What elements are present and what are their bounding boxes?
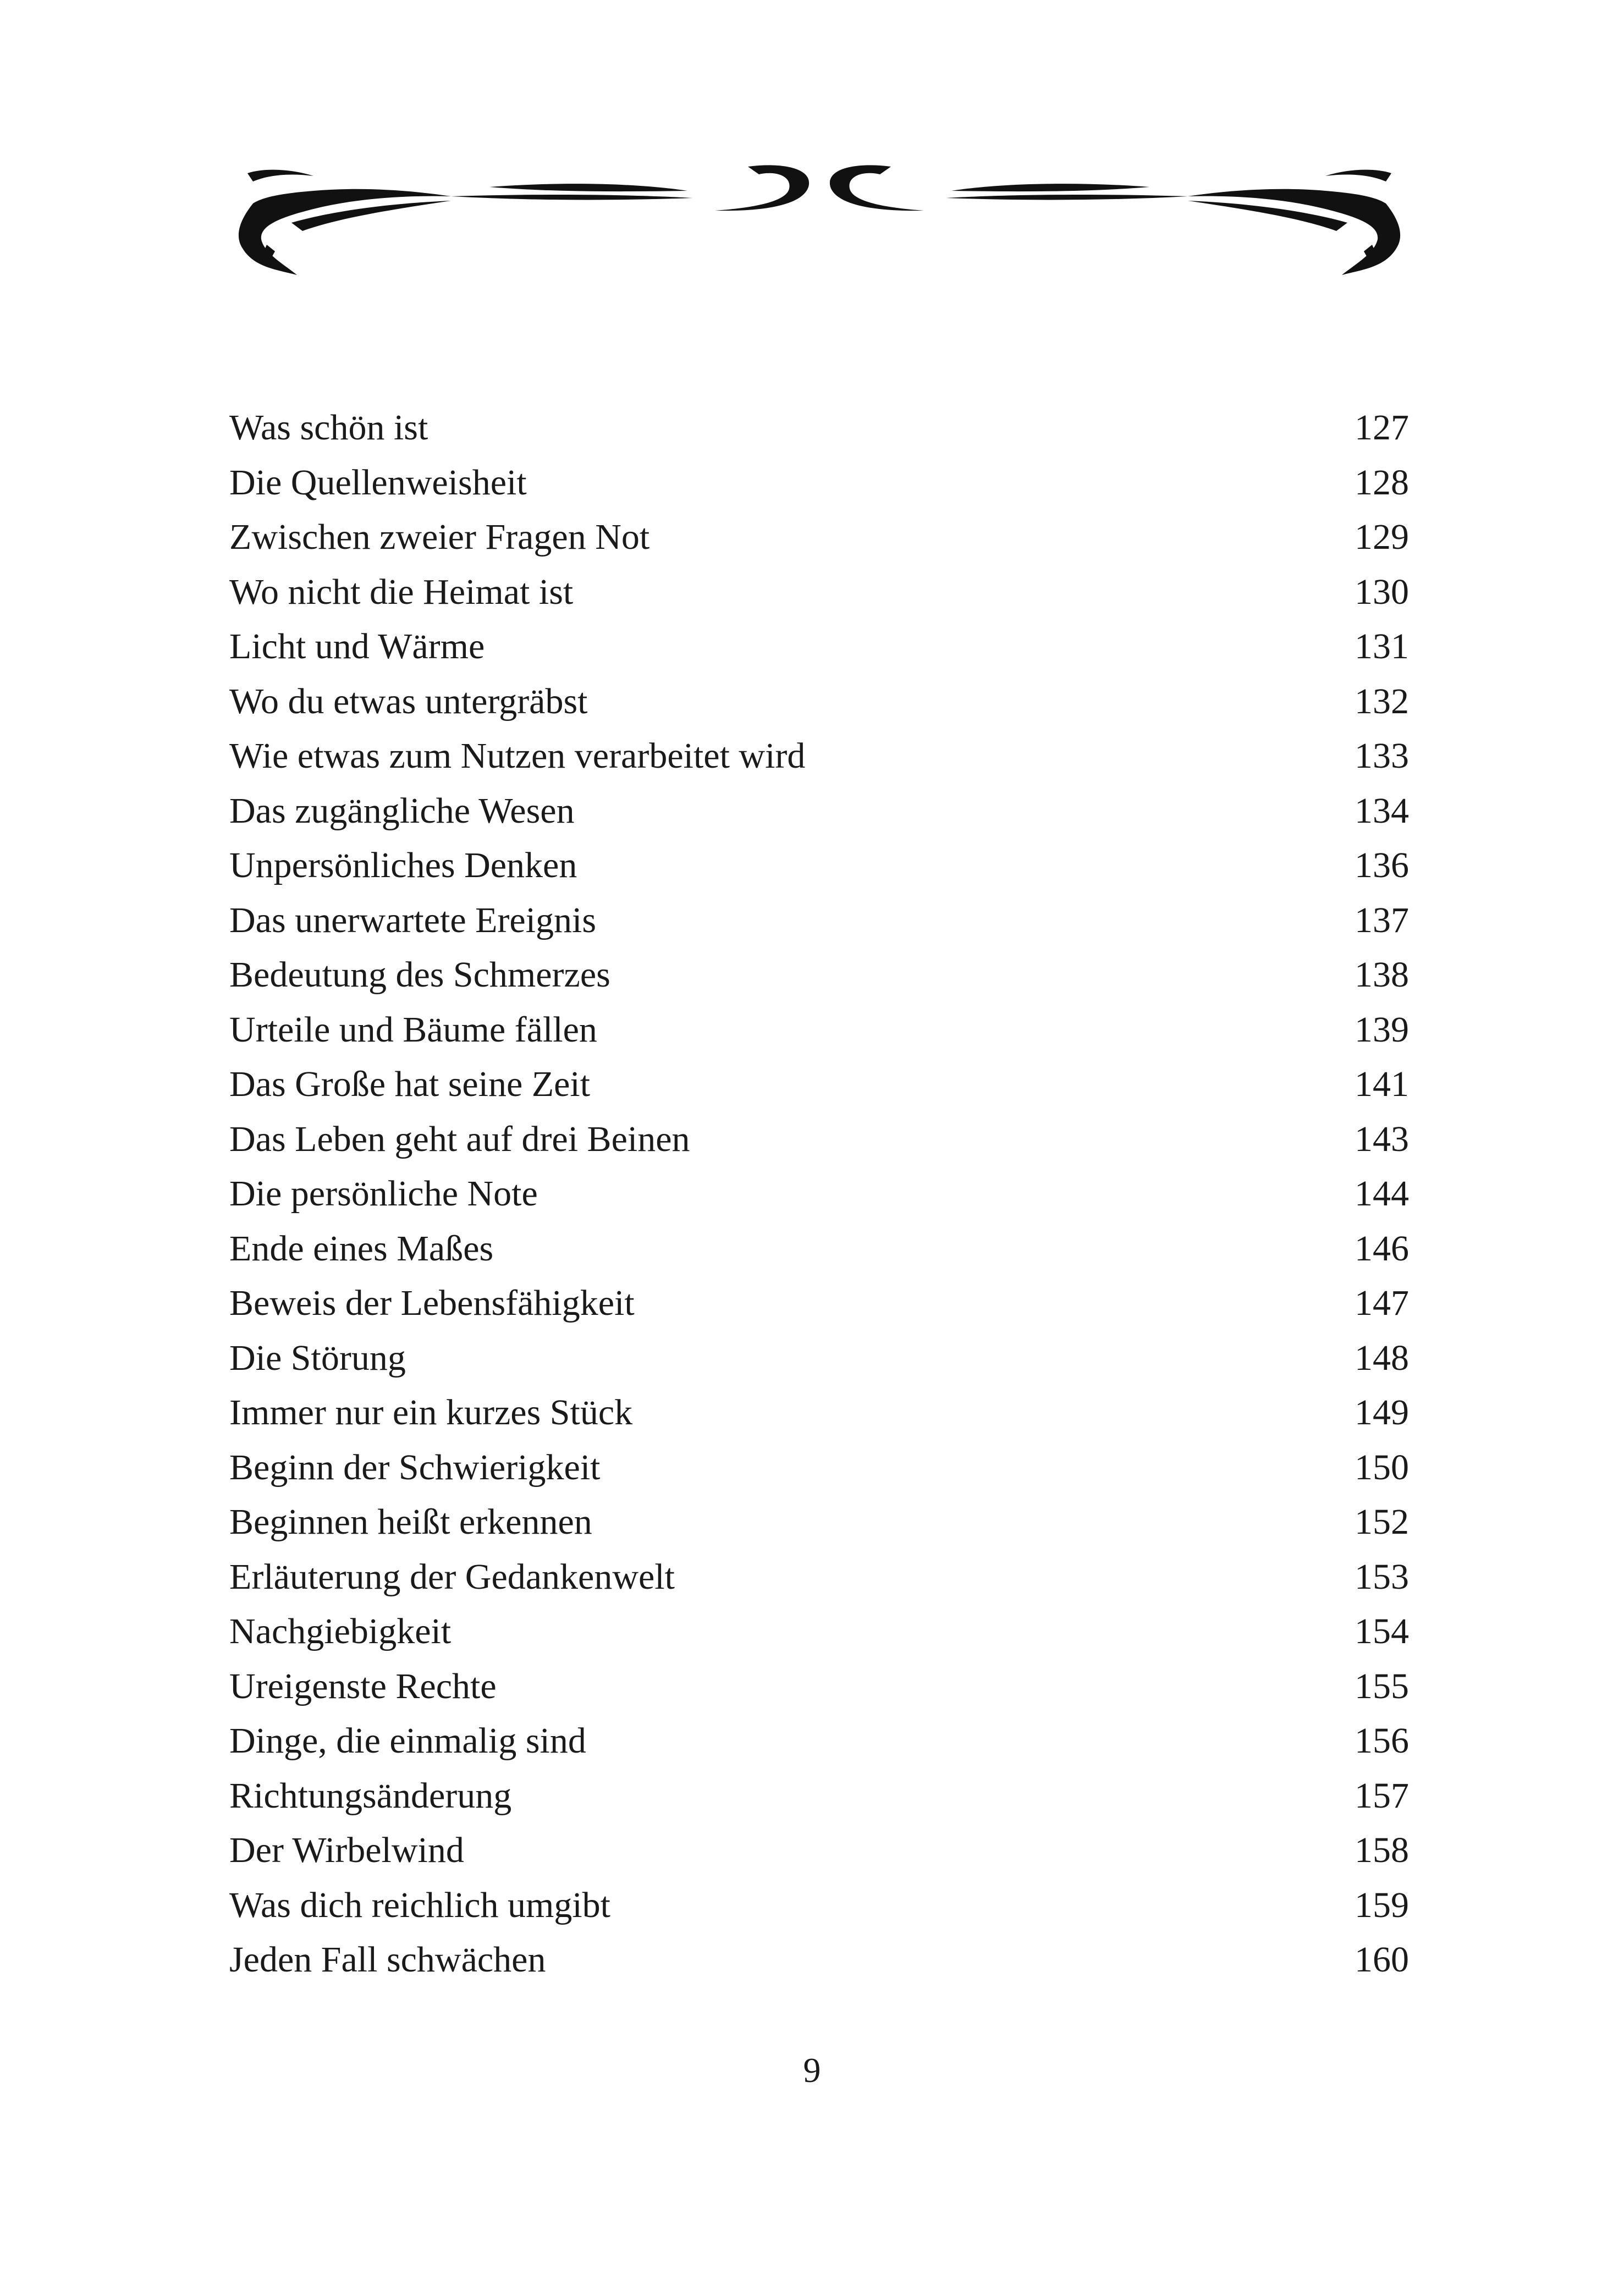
toc-entry-page: 130 [1355, 571, 1409, 612]
table-of-contents [229, 400, 1409, 1987]
toc-entry [229, 893, 1409, 948]
toc-entry [229, 1002, 1409, 1057]
toc-entry-title: Was schön ist [229, 407, 428, 448]
toc-entry-title: Beginn der Schwierigkeit [229, 1447, 601, 1488]
toc-entry [229, 1385, 1409, 1440]
toc-entry-title: Das zugängliche Wesen [229, 790, 575, 831]
toc-entry-page: 136 [1355, 845, 1409, 885]
toc-entry [229, 1276, 1409, 1331]
toc-entry-page: 144 [1355, 1174, 1409, 1214]
art-nouveau-ornament-icon [231, 157, 1408, 291]
toc-entry-title: Wie etwas zum Nutzen verarbeitet wird [229, 736, 806, 776]
toc-entry-page: 141 [1355, 1064, 1409, 1104]
toc-entry-page: 131 [1355, 626, 1409, 666]
toc-entry-page: 153 [1355, 1556, 1409, 1597]
toc-entry [229, 1932, 1409, 1987]
toc-entry-title: Das Leben geht auf drei Beinen [229, 1119, 690, 1159]
toc-entry [229, 1823, 1409, 1878]
toc-entry-page: 150 [1355, 1447, 1409, 1488]
toc-entry-title: Das unerwartete Ereignis [229, 900, 597, 940]
page-number: 9 [803, 2051, 821, 2090]
toc-entry-title: Die Störung [229, 1337, 406, 1378]
toc-entry [229, 619, 1409, 674]
toc-entry-title: Urteile und Bäume fällen [229, 1009, 597, 1050]
toc-entry-title: Wo du etwas untergräbst [229, 681, 588, 721]
toc-entry-page: 139 [1355, 1009, 1409, 1050]
toc-entry [229, 1604, 1409, 1659]
toc-entry-title: Beginnen heißt erkennen [229, 1502, 592, 1542]
toc-entry-page: 137 [1355, 900, 1409, 940]
toc-entry [229, 1659, 1409, 1714]
toc-entry-title: Erläuterung der Gedankenwelt [229, 1556, 675, 1597]
toc-entry-title: Ureigenste Rechte [229, 1666, 497, 1706]
toc-entry [229, 1495, 1409, 1550]
toc-entry-page: 147 [1355, 1283, 1409, 1323]
toc-entry [229, 1112, 1409, 1167]
toc-entry-title: Was dich reichlich umgibt [229, 1885, 610, 1925]
toc-entry [229, 1550, 1409, 1605]
toc-entry-title: Beweis der Lebensfähigkeit [229, 1283, 635, 1323]
toc-entry-page: 132 [1355, 681, 1409, 721]
toc-entry-page: 152 [1355, 1502, 1409, 1542]
toc-entry-page: 159 [1355, 1885, 1409, 1925]
toc-entry [229, 1057, 1409, 1112]
toc-entry-title: Dinge, die einmalig sind [229, 1721, 586, 1761]
toc-entry-title: Richtungsänderung [229, 1775, 512, 1816]
toc-entry-page: 158 [1355, 1830, 1409, 1870]
toc-entry-page: 148 [1355, 1337, 1409, 1378]
toc-entry-page: 134 [1355, 790, 1409, 831]
toc-entry-page: 160 [1355, 1940, 1409, 1980]
toc-entry-page: 155 [1355, 1666, 1409, 1706]
toc-entry-title: Immer nur ein kurzes Stück [229, 1392, 633, 1433]
toc-entry-title: Wo nicht die Heimat ist [229, 571, 574, 612]
toc-entry [229, 1221, 1409, 1276]
toc-entry [229, 1714, 1409, 1769]
toc-entry-page: 156 [1355, 1721, 1409, 1761]
toc-entry [229, 838, 1409, 893]
toc-entry [229, 1166, 1409, 1221]
toc-entry [229, 948, 1409, 1002]
toc-entry-title: Ende eines Maßes [229, 1228, 494, 1269]
toc-entry-title: Licht und Wärme [229, 626, 485, 666]
toc-entry [229, 1331, 1409, 1386]
toc-entry [229, 565, 1409, 620]
toc-entry-title: Jeden Fall schwächen [229, 1940, 546, 1980]
toc-entry-title: Die Quellenweisheit [229, 462, 527, 503]
toc-entry [229, 510, 1409, 565]
toc-entry [229, 455, 1409, 510]
toc-entry [229, 674, 1409, 729]
toc-entry-title: Bedeutung des Schmerzes [229, 955, 610, 995]
toc-entry [229, 1769, 1409, 1824]
toc-entry-page: 146 [1355, 1228, 1409, 1269]
toc-entry-title: Die persönliche Note [229, 1174, 538, 1214]
toc-entry-title: Unpersönliches Denken [229, 845, 577, 885]
toc-entry-page: 138 [1355, 955, 1409, 995]
toc-entry-page: 128 [1355, 462, 1409, 503]
toc-entry-title: Das Große hat seine Zeit [229, 1064, 591, 1104]
toc-entry-page: 157 [1355, 1775, 1409, 1816]
toc-entry [229, 729, 1409, 784]
toc-entry-page: 127 [1355, 407, 1409, 448]
toc-entry-page: 154 [1355, 1611, 1409, 1651]
toc-entry [229, 784, 1409, 839]
toc-entry-title: Nachgiebigkeit [229, 1611, 452, 1651]
toc-entry [229, 1878, 1409, 1933]
toc-entry [229, 1440, 1409, 1495]
toc-entry-title: Der Wirbelwind [229, 1830, 464, 1870]
toc-entry-page: 129 [1355, 517, 1409, 557]
toc-entry [229, 400, 1409, 455]
toc-entry-page: 133 [1355, 736, 1409, 776]
toc-entry-page: 149 [1355, 1392, 1409, 1433]
toc-entry-page: 143 [1355, 1119, 1409, 1159]
toc-entry-title: Zwischen zweier Fragen Not [229, 517, 650, 557]
